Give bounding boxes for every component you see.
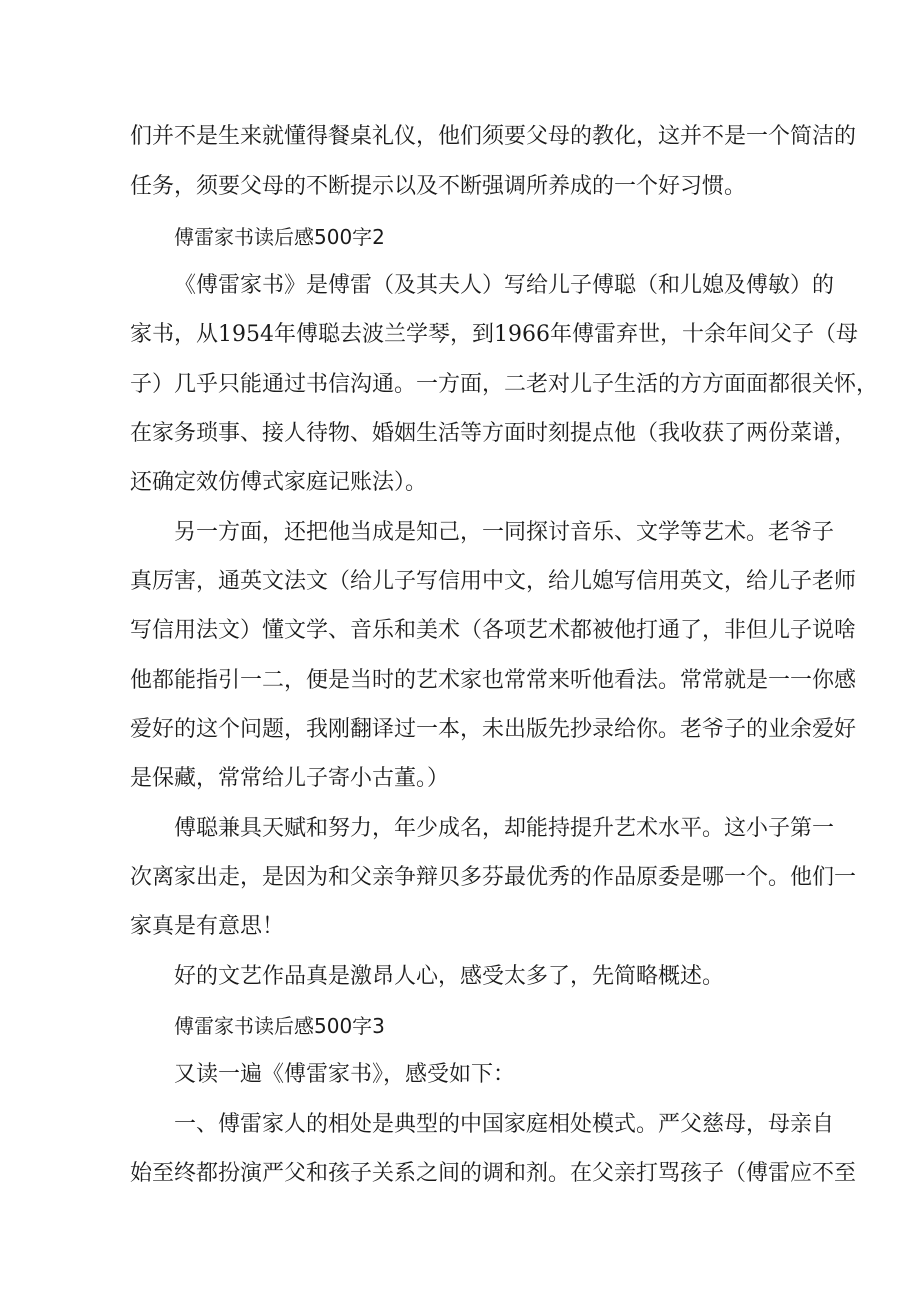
text-line: 任务，须要父母的不断提示以及不断强调所养成的一个好习惯。 <box>130 174 747 199</box>
text-line: 又读一遍《傅雷家书》，感受如下： <box>174 1062 516 1087</box>
text-line: 好的文艺作品真是激昂人心，感受太多了，先简略概述。 <box>174 964 725 989</box>
text-line: 次离家出走，是因为和父亲争辩贝多芬最优秀的作品原委是哪一个。他们一 <box>130 865 857 890</box>
text-line: 傅聪兼具天赋和努力，年少成名，却能持提升艺术水平。这小子第一 <box>174 816 835 841</box>
text-line: 始至终都扮演严父和孩子关系之间的调和剂。在父亲打骂孩子（傅雷应不至 <box>130 1161 857 1186</box>
text-line: 《傅雷家书》是傅雷（及其夫人）写给儿子傅聪（和儿媳及傅敏）的 <box>174 273 835 298</box>
text-line: 在家务琐事、接人待物、婚姻生活等方面时刻提点他（我收获了两份菜谱， <box>130 421 857 446</box>
text-line: 是保藏，常常给儿子寄小古董。） <box>130 766 450 791</box>
section-heading: 傅雷家书读后感500字3 <box>174 1014 385 1038</box>
text-line: 他都能指引一二，便是当时的艺术家也常常来听他看法。常常就是一一你感 <box>130 668 857 693</box>
section-heading: 傅雷家书读后感500字2 <box>174 225 385 249</box>
text-line: 另一方面，还把他当成是知己，一同探讨音乐、文学等艺术。老爷子 <box>174 520 835 545</box>
text-line: 真厉害，通英文法文（给儿子写信用中文，给儿媳写信用英文，给儿子老师 <box>130 569 857 594</box>
text-line: 写信用法文）懂文学、音乐和美术（各项艺术都被他打通了，非但儿子说啥 <box>130 618 857 643</box>
text-line: 家书，从1954年傅聪去波兰学琴，到1966年傅雷弃世，十余年间父子（母 <box>130 322 858 347</box>
text-line: 子）几乎只能通过书信沟通。一方面，二老对儿子生活的方方面面都很关怀， <box>130 372 879 397</box>
text-line: 家真是有意思！ <box>130 914 285 939</box>
text-line: 一、傅雷家人的相处是典型的中国家庭相处模式。严父慈母，母亲自 <box>174 1112 835 1137</box>
text-line: 还确定效仿傅式家庭记账法）。 <box>130 470 428 495</box>
text-line: 们并不是生来就懂得餐桌礼仪，他们须要父母的教化，这并不是一个简洁的 <box>130 124 857 149</box>
text-line: 爱好的这个问题，我刚翻译过一本，未出版先抄录给你。老爷子的业余爱好 <box>130 717 857 742</box>
